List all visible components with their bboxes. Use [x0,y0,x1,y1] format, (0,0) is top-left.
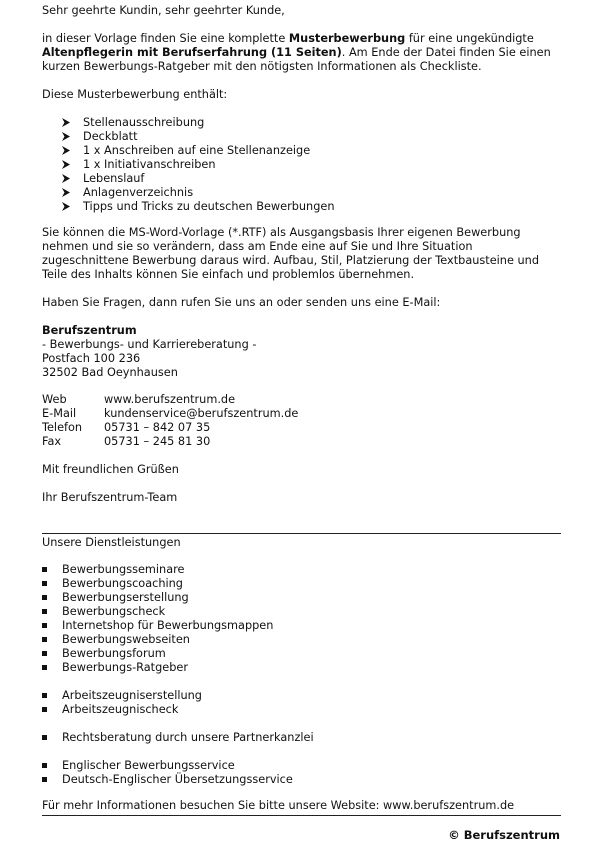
square-bullet-icon [42,591,47,605]
intro-text: für eine ungekündigte [405,32,534,45]
intro-text: in dieser Vorlage finden Sie eine komplette [42,32,289,45]
service-item-label: Bewerbungswebseiten [62,633,190,646]
service-item-label: Bewerbungs-Ratgeber [62,661,188,674]
signature: Ihr Berufszentrum-Team [42,491,178,504]
square-bullet-icon [42,689,47,703]
square-bullet-icon [42,605,47,619]
service-item-label: Deutsch-Englischer Übersetzungsservice [62,773,293,786]
service-item-label: Bewerbungserstellung [62,591,189,604]
intro-line-1 [42,32,534,46]
intro-line-3: kurzen Bewerbungs-Ratgeber mit den nötigsten Informationen als Checkliste. [42,60,482,73]
arrow-bullet-icon [62,144,70,158]
contains-heading: Diese Musterbewerbung enthält: [42,88,228,101]
square-bullet-icon [42,731,47,745]
square-bullet-icon [42,661,47,675]
square-bullet-icon [42,647,47,661]
usage-line: zugeschnittene Bewerbung daraus wird. Aufbau, Stil, Platzierung der Textbausteine und [42,254,539,267]
service-item-label: Internetshop für Bewerbungsmappen [62,619,274,632]
intro-bold-musterbewerbung: Musterbewerbung [288,32,406,45]
services-heading: Unsere Dienstleistungen [42,536,181,549]
square-bullet-icon [42,759,47,773]
footer-info: Für mehr Informationen besuchen Sie bitte unsere Website: www.berufszentrum.de [42,799,515,812]
contact-label: Fax [42,435,62,448]
copyright: © Berufszentrum [448,828,560,842]
arrow-bullet-icon [62,116,70,130]
divider-top [42,533,561,534]
square-bullet-icon [42,619,47,633]
list-item-label: 1 x Anschreiben auf eine Stellenanzeige [83,144,311,157]
service-item-label: Arbeitszeugnischeck [62,703,179,716]
usage-line: Teile des Inhalts können Sie einfach und problemlos übernehmen. [42,268,415,281]
list-item-label: Lebenslauf [83,172,145,185]
usage-line: nehmen und sie so verändern, dass am Ende eine auf Sie und Ihre Situation [42,240,473,253]
arrow-bullet-icon [62,172,70,186]
contact-value: www.berufszentrum.de [104,393,236,406]
service-item-label: Englischer Bewerbungsservice [62,759,235,772]
greeting: Sehr geehrte Kundin, sehr geehrter Kunde, [42,4,285,17]
list-item-label: Deckblatt [83,130,138,143]
city: 32502 Bad Oeynhausen [42,366,178,379]
square-bullet-icon [42,563,47,577]
arrow-bullet-icon [62,186,70,200]
contact-label: Web [42,393,67,406]
divider-bottom [42,815,561,816]
questions-text: Haben Sie Fragen, dann rufen Sie uns an oder senden uns eine E-Mail: [42,296,441,309]
arrow-bullet-icon [62,130,70,144]
contact-label: Telefon [42,421,83,434]
service-item-label: Bewerbungsforum [62,647,166,660]
square-bullet-icon [42,773,47,787]
list-item-label: Tipps und Tricks zu deutschen Bewerbungen [83,200,335,213]
contact-value: 05731 – 842 07 35 [104,421,211,434]
service-item-label: Rechtsberatung durch unsere Partnerkanzlei [62,731,314,744]
service-item-label: Bewerbungscoaching [62,577,183,590]
contact-value: 05731 – 245 81 30 [104,435,211,448]
list-item-label: 1 x Initiativanschreiben [83,158,216,171]
list-item-label: Anlagenverzeichnis [83,186,194,199]
closing: Mit freundlichen Grüßen [42,463,179,476]
arrow-bullet-icon [62,158,70,172]
service-item-label: Arbeitszeugniserstellung [62,689,202,702]
intro-line-2 [42,46,551,60]
list-item-label: Stellenausschreibung [83,116,205,129]
square-bullet-icon [42,577,47,591]
intro-bold-position: Altenpflegerin mit Berufserfahrung (11 Seiten) [42,46,342,59]
square-bullet-icon [42,633,47,647]
service-item-label: Bewerbungsseminare [62,563,185,576]
company-tagline: - Bewerbungs- und Karriereberatung - [42,338,257,351]
contact-value: kundenservice@berufszentrum.de [104,407,299,420]
postbox: Postfach 100 236 [42,352,141,365]
service-item-label: Bewerbungscheck [62,605,166,618]
square-bullet-icon [42,703,47,717]
arrow-bullet-icon [62,200,70,214]
contact-label: E-Mail [42,407,77,420]
intro-text: . Am Ende der Datei finden Sie einen [341,46,551,59]
usage-line: Sie können die MS-Word-Vorlage (*.RTF) als Ausgangsbasis Ihrer eigenen Bewerbung [42,226,521,239]
company-name: Berufszentrum [42,324,137,337]
